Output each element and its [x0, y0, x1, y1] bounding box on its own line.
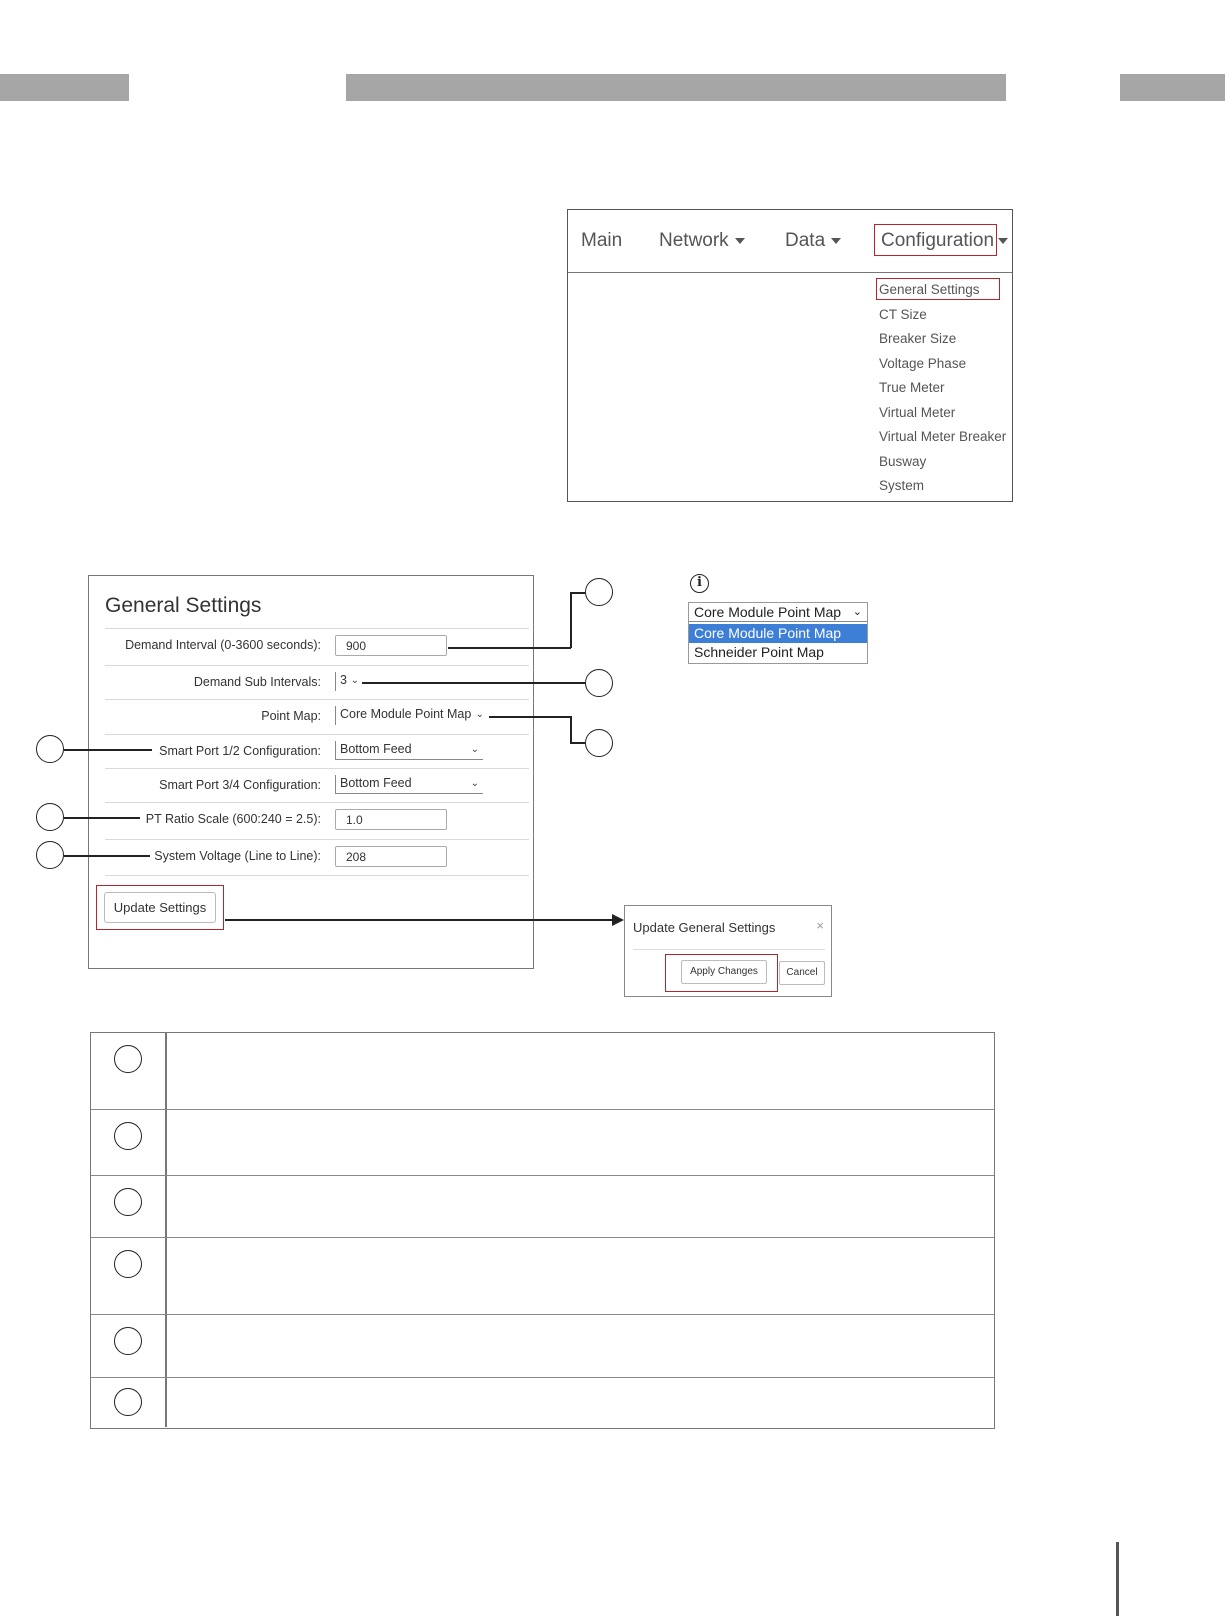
menu-item-breaker-size[interactable]: Breaker Size [879, 331, 957, 346]
legend-divider [165, 1033, 167, 1109]
row-demand-interval [105, 628, 529, 663]
legend-row-3 [91, 1176, 994, 1238]
menu-item-true-meter[interactable]: True Meter [879, 380, 945, 395]
row-system-voltage [105, 839, 529, 874]
legend-divider [165, 1378, 167, 1427]
leader-line-1v [570, 592, 572, 648]
menu-item-busway[interactable]: Busway [879, 453, 927, 469]
demand-interval-input[interactable]: 900 [335, 635, 447, 656]
nav-item-data[interactable] [785, 230, 841, 252]
row-divider [105, 875, 529, 876]
legend-divider [165, 1315, 167, 1377]
callout-4 [36, 735, 64, 763]
point-map-dropdown-selected[interactable] [689, 603, 867, 622]
pt-ratio-label: PT Ratio Scale (600:240 = 2.5): [145, 812, 321, 826]
apply-changes-button[interactable]: Apply Changes [681, 960, 767, 984]
row-smart-port-12 [105, 734, 529, 769]
row-pt-ratio [105, 802, 529, 837]
legend-callout-5 [114, 1327, 142, 1355]
point-map-dropdown-selected-label: Core Module Point Map [694, 604, 842, 620]
legend-divider [165, 1176, 167, 1237]
configuration-highlight [874, 224, 997, 256]
smart-port-34-select[interactable] [335, 775, 483, 794]
point-map-dropdown[interactable] [688, 602, 868, 664]
menu-item-virtual-meter-breaker[interactable]: Virtual Meter Breaker [879, 429, 1007, 444]
arrow-head-icon [612, 914, 624, 926]
chevron-down-icon: ⌄ [475, 709, 484, 720]
cancel-button[interactable]: Cancel [779, 961, 825, 985]
smart-port-12-select[interactable] [335, 741, 483, 760]
leader-line-1h [448, 647, 571, 649]
menu-item-voltage-phase[interactable]: Voltage Phase [879, 355, 967, 371]
legend-row-5 [91, 1315, 994, 1378]
system-voltage-input[interactable]: 208 [335, 846, 447, 867]
nav-item-network-label: Network [659, 230, 729, 251]
menu-item-ct-size[interactable]: CT Size [879, 306, 927, 322]
leader-line-2 [362, 682, 585, 684]
caret-down-icon [735, 238, 745, 244]
legend-divider [165, 1238, 167, 1314]
leader-line-5 [64, 817, 140, 819]
update-settings-button[interactable]: Update Settings [104, 892, 216, 923]
configuration-menu [879, 280, 1006, 501]
row-smart-port-34 [105, 768, 529, 803]
callout-legend-table [90, 1032, 995, 1429]
legend-row-4 [91, 1238, 994, 1315]
legend-divider [165, 1110, 167, 1175]
point-map-option-core[interactable]: Core Module Point Map [689, 624, 867, 643]
info-icon: i [690, 574, 709, 593]
caret-down-icon [831, 238, 841, 244]
header-bar-left [0, 74, 129, 101]
legend-row-6 [91, 1378, 994, 1427]
demand-sub-intervals-label: Demand Sub Intervals: [193, 675, 321, 689]
legend-row-1 [91, 1033, 994, 1110]
legend-callout-1 [114, 1045, 142, 1073]
leader-line-3h-top [489, 716, 571, 718]
close-icon[interactable]: × [816, 918, 824, 933]
general-settings-panel [88, 575, 534, 969]
menu-item-virtual-meter[interactable]: Virtual Meter [879, 404, 956, 420]
nav-screenshot [567, 209, 1013, 502]
leader-line-3v [570, 716, 572, 743]
header-bar-center [346, 74, 1006, 101]
demand-interval-label: Demand Interval (0-3600 seconds): [125, 638, 321, 652]
nav-bar [568, 210, 1012, 273]
modal-divider [633, 949, 825, 950]
apply-changes-highlight [665, 954, 778, 992]
arrow-line [225, 919, 612, 921]
chevron-down-icon: ⌄ [852, 606, 862, 618]
nav-item-data-label: Data [785, 230, 826, 251]
point-map-option-schneider[interactable]: Schneider Point Map [694, 644, 824, 660]
leader-line-3h [570, 742, 585, 744]
callout-2 [585, 669, 613, 697]
chevron-down-icon: ⌄ [470, 778, 479, 789]
nav-item-network[interactable] [659, 230, 745, 252]
pt-ratio-input[interactable]: 1.0 [335, 809, 447, 830]
legend-row-2 [91, 1110, 994, 1176]
chevron-down-icon: ⌄ [350, 675, 359, 686]
point-map-label: Point Map: [261, 709, 321, 723]
leader-line-6 [64, 855, 150, 857]
leader-line-4 [64, 749, 152, 751]
callout-6 [36, 841, 64, 869]
header-bar-right [1120, 74, 1225, 101]
point-map-select[interactable] [335, 706, 488, 725]
modal-title: Update General Settings [633, 920, 776, 935]
system-voltage-label: System Voltage (Line to Line): [154, 849, 321, 863]
general-settings-title: General Settings [105, 594, 262, 617]
callout-5 [36, 803, 64, 831]
menu-item-system[interactable]: System [879, 478, 925, 493]
legend-callout-2 [114, 1122, 142, 1150]
smart-port-34-label: Smart Port 3/4 Configuration: [159, 778, 321, 792]
point-map-value: Core Module Point Map [340, 707, 472, 721]
smart-port-12-label: Smart Port 1/2 Configuration: [159, 744, 321, 758]
callout-1 [585, 578, 613, 606]
callout-3 [585, 729, 613, 757]
legend-callout-6 [114, 1388, 142, 1416]
legend-callout-3 [114, 1188, 142, 1216]
demand-sub-intervals-value: 3 [340, 673, 347, 687]
page-margin-rule [1116, 1542, 1119, 1616]
smart-port-12-value: Bottom Feed [340, 742, 412, 756]
demand-sub-intervals-select[interactable] [335, 672, 363, 691]
legend-callout-4 [114, 1250, 142, 1278]
nav-item-configuration-label: Configuration [881, 230, 995, 251]
smart-port-34-value: Bottom Feed [340, 776, 412, 790]
nav-item-main[interactable]: Main [581, 230, 623, 251]
caret-down-icon [998, 238, 1008, 244]
update-settings-highlight [96, 885, 224, 930]
menu-item-general-settings[interactable]: General Settings [879, 282, 980, 297]
leader-line-1h-top [570, 592, 585, 594]
update-general-settings-modal [624, 905, 832, 997]
chevron-down-icon: ⌄ [470, 744, 479, 755]
row-point-map [105, 699, 529, 734]
